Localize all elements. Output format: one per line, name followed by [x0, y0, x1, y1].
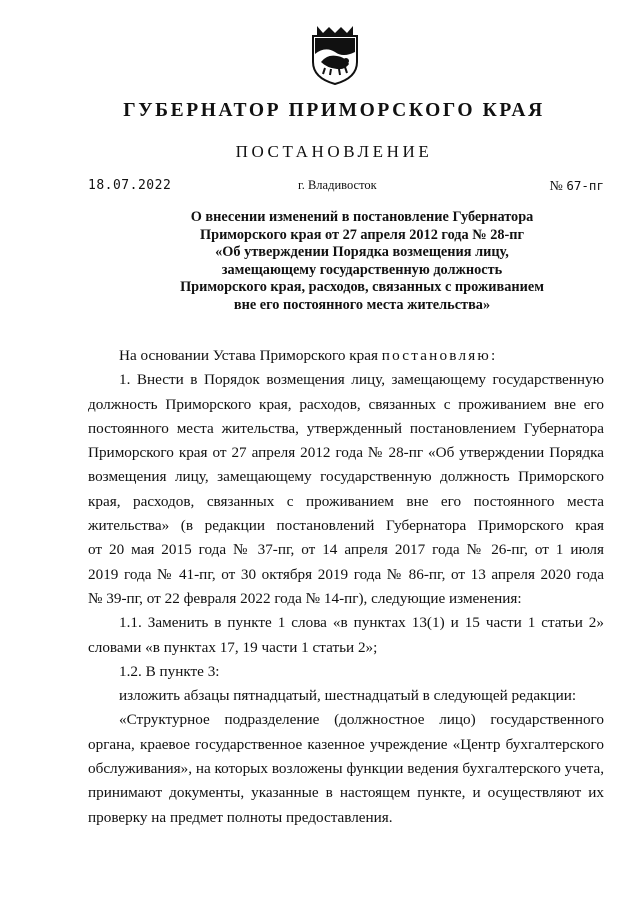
paragraph-1-line: 2019 года № 41-пг, от 30 октября 2019 года № 86-пг, от 13 апреля 2020 года [88, 565, 604, 583]
number-sign: № [549, 179, 563, 194]
heading-line: замещающему государственную должность [221, 261, 503, 278]
document-number [550, 178, 605, 195]
document-heading [60, 209, 636, 314]
quote-line: обслуживания», на которых возложены функции ведения бухгалтерского учета, [88, 760, 604, 778]
document-type: ПОСТАНОВЛЕНИЕ [235, 142, 433, 161]
document-city: г. Владивосток [298, 178, 377, 192]
document-date: 18.07.2022 [88, 178, 172, 193]
heading-line: Приморского края от 27 апреля 2012 года № 28-пг [200, 226, 524, 243]
number-value: 67-пг [566, 178, 604, 193]
quote-line: проверку на предмет полноты предоставления. [88, 808, 393, 826]
heading-line: Приморского края, расходов, связанных с проживанием [180, 279, 544, 295]
paragraph-1-line: 1. Внести в Порядок возмещения лицу, замещающему государственную [119, 371, 604, 389]
paragraph-1-2: 1.2. В пункте 3: [119, 662, 220, 680]
document-body [88, 344, 604, 830]
paragraph-1-line: Приморского края от 27 апреля 2012 года № 28-пг «Об утверждении Порядка [88, 444, 604, 462]
paragraph-1-line: жительства» (в редакции постановлений Губернатора Приморского края [88, 517, 604, 535]
intro-colon: : [490, 347, 496, 364]
paragraph-1-1-line: словами «в пунктах 17, 19 части 1 статьи 2»; [88, 638, 378, 656]
heading-line: «Об утверждении Порядка возмещения лицу, [215, 244, 509, 260]
heading-line: О внесении изменений в постановление Губернатора [190, 209, 534, 225]
intro-text: На основании Устава Приморского края [119, 347, 378, 364]
intro-decree-word: постановляю [381, 347, 491, 364]
quote-line: органа, краевое государственное казенное учреждение «Центр бухгалтерского [88, 735, 604, 753]
coat-of-arms-emblem [309, 22, 361, 86]
document-issuer-title: ГУБЕРНАТОР ПРИМОРСКОГО КРАЯ [123, 100, 545, 121]
paragraph-1-1-line: 1.1. Заменить в пункте 1 слова «в пунктах 13(1) и 15 части 1 статьи 2» [119, 614, 604, 632]
intro-paragraph [88, 344, 604, 368]
paragraph-1-line: возмещения лицу, замещающему государственную должность Приморского [88, 468, 604, 486]
paragraph-1-line: от 20 мая 2015 года № 37-пг, от 14 апреля 2017 года № 26-пг, от 1 июля [88, 541, 604, 559]
paragraph-1-2-intro: изложить абзацы пятнадцатый, шестнадцатый в следующей редакции: [119, 687, 577, 705]
heading-line: вне его постоянного места жительства» [233, 296, 491, 313]
quote-line: принимают документы, указанные в настоящем пункте, и осуществляют их [88, 784, 604, 802]
quote-line: «Структурное подразделение (должностное лицо) государственного [119, 711, 604, 729]
paragraph-1-line: должность Приморского края, расходов, связанных с проживанием вне его [88, 395, 604, 413]
paragraph-1-line: постоянного места жительства, утвержденный постановлением Губернатора [88, 419, 604, 437]
paragraph-1-line: края, расходов, связанных с проживанием вне его постоянного места [88, 492, 604, 510]
paragraph-1-line: № 39-пг, от 22 февраля 2022 года № 14-пг), следующие изменения: [88, 589, 522, 607]
